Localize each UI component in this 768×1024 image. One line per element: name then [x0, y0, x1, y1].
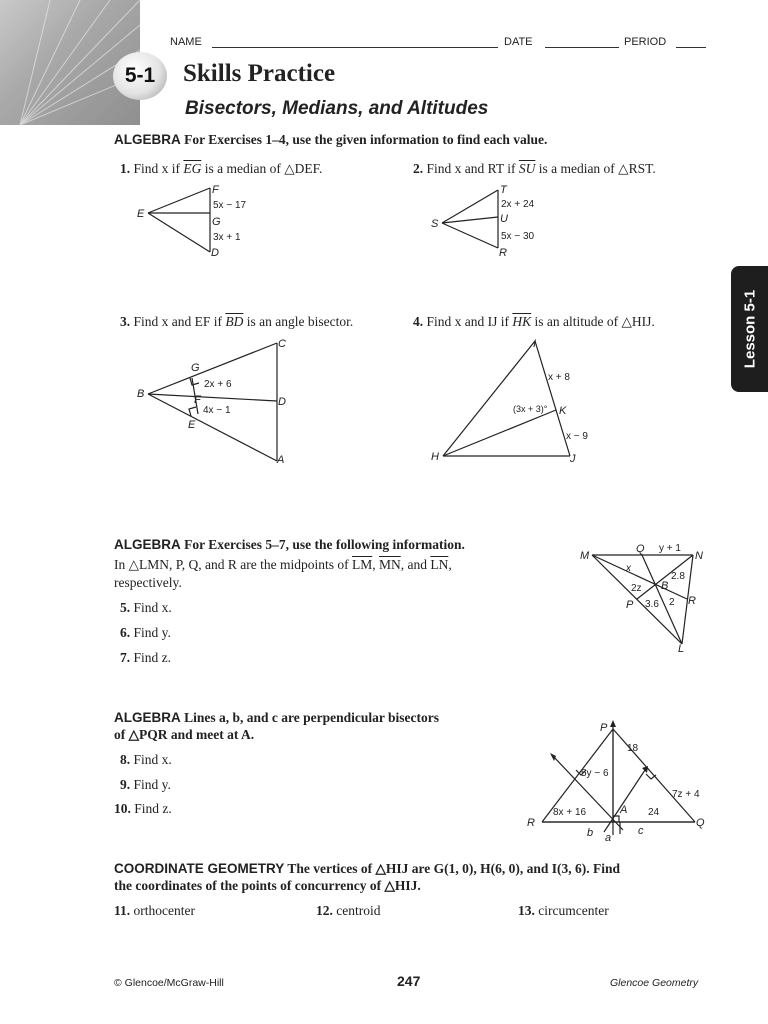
fig5-value-3-6: 3.6: [645, 599, 659, 610]
fig3-label-c: C: [278, 338, 286, 350]
exercise-4-text-b: is an altitude of △HIJ.: [534, 314, 655, 329]
section2-intro-b: ,: [448, 557, 452, 572]
section2-segment-mn: $\overline{MN}$: [378, 557, 401, 572]
fig2-top-expression: 2x + 24: [501, 199, 535, 210]
fig5-label-b: B: [661, 580, 669, 592]
exercise-2: [413, 161, 656, 177]
fig6-value-18: 18: [627, 743, 639, 754]
section4-line1: The vertices of △HIJ are G(1, 0), H(6, 0), and I(3, 6). Find: [287, 861, 621, 876]
fig6-label-b: b: [587, 827, 594, 839]
section2-separator-2: , and: [400, 557, 427, 572]
fig5-y-expression: y + 1: [659, 543, 681, 554]
fig5-2z-label: 2z: [631, 583, 642, 594]
fig5-x-label: x: [626, 563, 631, 574]
fig6-label-a-line: a: [605, 832, 612, 844]
exercise-1-text-b: is a median of △DEF.: [204, 161, 323, 176]
section2-keyword: ALGEBRA: [114, 537, 181, 552]
fig6-z-expression: 7z + 4: [672, 789, 700, 800]
exercise-13: [518, 903, 609, 919]
fig6-label-p: P: [600, 722, 608, 734]
exercise-6: [120, 625, 171, 641]
figure-4-altitude: [425, 333, 595, 468]
lesson-badge: 5-1: [113, 52, 167, 100]
section1-heading: [114, 132, 547, 148]
page-subtitle: Bisectors, Medians, and Altitudes: [185, 98, 489, 119]
fig5-label-r: R: [688, 595, 696, 607]
exercise-5-text: Find x.: [133, 600, 172, 615]
exercise-12-number: 12.: [316, 903, 333, 918]
figure-3-angle-bisector: [130, 333, 300, 473]
exercise-8: [120, 752, 172, 768]
fig2-label-r: R: [499, 247, 507, 259]
exercise-11-text: orthocenter: [133, 903, 195, 918]
exercise-7-number: 7.: [120, 650, 131, 665]
exercise-10-number: 10.: [114, 801, 131, 816]
exercise-4: [413, 314, 655, 330]
lesson-side-tab: [731, 266, 768, 392]
fig4-upper-expression: x + 8: [548, 372, 570, 383]
exercise-1: [120, 161, 322, 177]
exercise-6-text: Find y.: [133, 625, 171, 640]
fig1-label-g: G: [212, 216, 221, 228]
section2-intro: [114, 557, 452, 573]
section4-line2: the coordinates of the points of concurrency of △HIJ.: [114, 878, 421, 893]
page-title: Skills Practice: [183, 60, 336, 87]
figure-6-perpendicular-bisectors: [520, 720, 720, 845]
section4-heading: [114, 861, 620, 877]
date-line: [545, 47, 619, 48]
exercise-13-text: circumcenter: [538, 903, 609, 918]
exercise-12-text: centroid: [336, 903, 381, 918]
fig3-label-a: A: [277, 454, 285, 466]
exercise-10-text: Find z.: [134, 801, 172, 816]
section3-line2: of △PQR and meet at A.: [114, 727, 255, 742]
section4-keyword: COORDINATE GEOMETRY: [114, 861, 285, 876]
exercise-3-segment: $\overline{BD}$: [225, 314, 244, 329]
fig3-upper-expression: 2x + 6: [204, 379, 232, 390]
figure-5-centroid-triangle: [575, 540, 715, 655]
exercise-5-number: 5.: [120, 600, 131, 615]
fig4-angle-expression: (3x + 3)°: [513, 404, 548, 414]
fig3-label-d: D: [278, 396, 286, 408]
fig5-label-n: N: [695, 550, 703, 562]
figure-2-triangle-rst: [425, 180, 555, 265]
fig5-label-m: M: [580, 550, 590, 562]
fig4-label-j: J: [570, 453, 576, 465]
exercise-2-number: 2.: [413, 161, 424, 176]
exercise-4-number: 4.: [413, 314, 424, 329]
exercise-9: [120, 777, 171, 793]
fig6-label-q: Q: [696, 817, 705, 829]
fig5-value-2-8: 2.8: [671, 571, 685, 582]
fig2-label-u: U: [500, 213, 508, 225]
lesson-side-tab-label: Lesson 5-1: [741, 289, 758, 369]
section1-text: For Exercises 1–4, use the given information to find each value.: [184, 132, 548, 147]
footer-book-title: Glencoe Geometry: [610, 977, 699, 989]
fig2-label-t: T: [500, 184, 507, 196]
exercise-3: [120, 314, 353, 330]
exercise-11: [114, 903, 195, 919]
fig1-label-d: D: [211, 247, 219, 259]
period-line: [676, 47, 706, 48]
exercise-1-number: 1.: [120, 161, 131, 176]
exercise-4-segment: $\overline{HK}$: [512, 314, 532, 329]
fig3-label-f: F: [194, 394, 201, 406]
exercise-10: [114, 801, 172, 817]
exercise-1-segment: $\overline{EG}$: [183, 161, 202, 176]
footer-page-number: 247: [397, 973, 421, 989]
fig4-label-h: H: [431, 451, 439, 463]
section2-heading: [114, 537, 465, 553]
fig5-label-l: L: [678, 643, 685, 655]
fig2-bottom-expression: 5x − 30: [501, 231, 535, 242]
fig4-label-i: I: [533, 338, 537, 350]
exercise-4-text-a: Find x and IJ if: [426, 314, 509, 329]
section3-keyword: ALGEBRA: [114, 710, 181, 725]
exercise-13-number: 13.: [518, 903, 535, 918]
fig3-lower-expression: 4x − 1: [203, 405, 231, 416]
fig1-label-e: E: [137, 208, 145, 220]
section2-segment-ln: $\overline{LN}$: [430, 557, 449, 572]
fig4-lower-expression: x − 9: [566, 431, 588, 442]
fig4-label-k: K: [559, 405, 567, 417]
exercise-3-text-b: is an angle bisector.: [246, 314, 354, 329]
fig6-value-24: 24: [648, 807, 660, 818]
fig6-label-c: c: [638, 825, 644, 837]
exercise-6-number: 6.: [120, 625, 131, 640]
fig6-y-expression: 5y − 6: [581, 768, 609, 779]
exercise-8-number: 8.: [120, 752, 131, 767]
section2-separator-1: ,: [372, 557, 376, 572]
fig2-label-s: S: [431, 218, 439, 230]
fig3-label-b: B: [137, 388, 145, 400]
section2-text: For Exercises 5–7, use the following information.: [184, 537, 465, 552]
exercise-3-text-a: Find x and EF if: [133, 314, 223, 329]
fig3-label-g: G: [191, 362, 200, 374]
section3-heading: [114, 710, 439, 726]
exercise-9-text: Find y.: [133, 777, 171, 792]
fig1-label-f: F: [212, 184, 219, 196]
exercise-2-text-a: Find x and RT if: [426, 161, 516, 176]
exercise-7-text: Find z.: [133, 650, 172, 665]
exercise-8-text: Find x.: [133, 752, 172, 767]
fig6-x-expression: 8x + 16: [553, 807, 587, 818]
name-label: NAME: [170, 36, 202, 48]
fig5-label-p: P: [626, 599, 634, 611]
section1-keyword: ALGEBRA: [114, 132, 181, 147]
exercise-2-text-b: is a median of △RST.: [538, 161, 656, 176]
exercise-1-text-a: Find x if: [133, 161, 181, 176]
exercise-5: [120, 600, 172, 616]
fig6-label-a: A: [620, 804, 628, 816]
exercise-7: [120, 650, 171, 666]
fig5-value-2: 2: [669, 597, 675, 608]
fig6-label-r: R: [527, 817, 535, 829]
section2-segment-lm: $\overline{LM}$: [351, 557, 373, 572]
section2-intro-respectively: respectively.: [114, 575, 182, 590]
fig1-top-expression: 5x − 17: [213, 200, 247, 211]
period-label: PERIOD: [624, 36, 667, 48]
exercise-12: [316, 903, 380, 919]
exercise-9-number: 9.: [120, 777, 131, 792]
section2-intro-a: In △LMN, P, Q, and R are the midpoints of: [114, 557, 349, 572]
section3-line1: Lines a, b, and c are perpendicular bisectors: [184, 710, 440, 725]
footer-copyright: © Glencoe/McGraw-Hill: [114, 977, 224, 989]
exercise-2-segment: $\overline{SU}$: [518, 161, 536, 176]
figure-1-triangle-def: [130, 180, 260, 265]
fig1-bottom-expression: 3x + 1: [213, 232, 241, 243]
fig3-label-e: E: [188, 419, 196, 431]
name-line: [212, 47, 498, 48]
date-label: DATE: [504, 36, 533, 48]
fig5-label-q: Q: [636, 543, 645, 555]
exercise-11-number: 11.: [114, 903, 131, 918]
exercise-3-number: 3.: [120, 314, 131, 329]
